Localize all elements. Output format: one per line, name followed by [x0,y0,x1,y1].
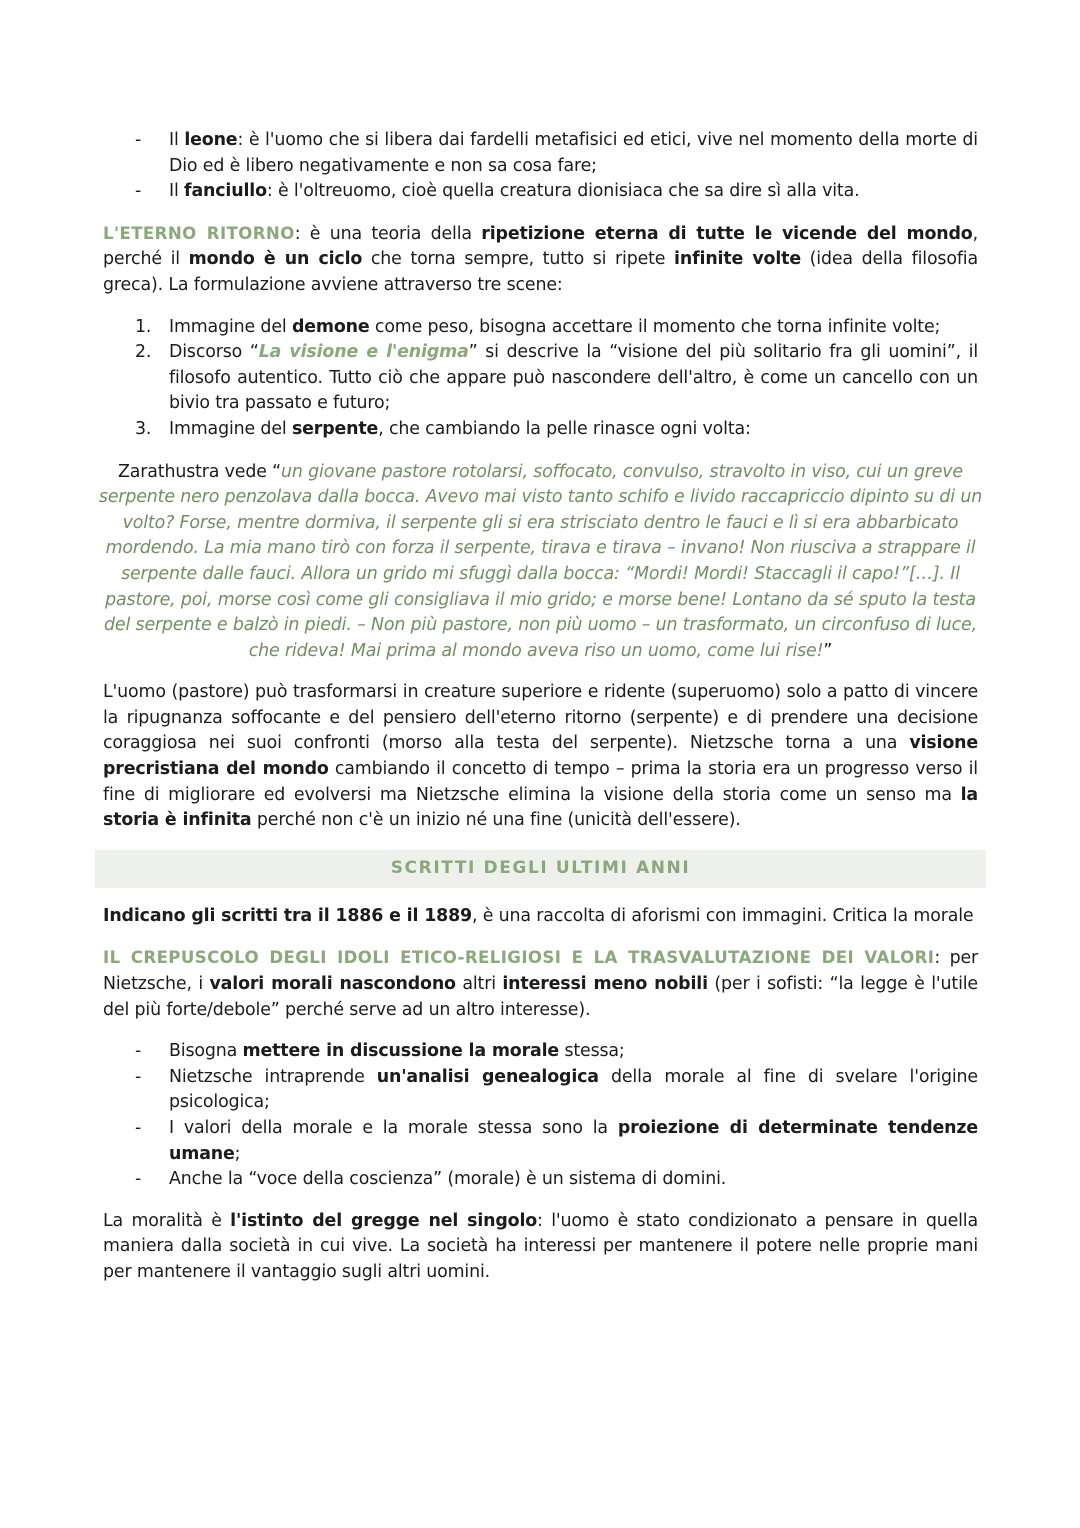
list-item: - Il leone: è l'uomo che si libera dai fardelli metafisici ed etici, vive nel momento della morte di Dio ed è libero negativamente e non sa cosa fare; [103,128,978,179]
section-heading-crepuscolo: IL CREPUSCOLO DEGLI IDOLI ETICO-RELIGIOSI E LA TRASVALUTAZIONE DEI VALORI [103,948,935,968]
section-title: SCRITTI DEGLI ULTIMI ANNI [390,858,691,879]
list-item: 3. Immagine del serpente, che cambiando la pelle rinasce ogni volta: [135,418,751,439]
page-content [98,128,983,1286]
list-item: - Anche la “voce della coscienza” (morale) è un sistema di domini. [103,1167,978,1193]
paragraph-superuomo: L'uomo (pastore) può trasformarsi in creature superiore e ridente (superuomo) solo a patto di vincere la ripugnanza soffocante e del pensiero dell'eterno ritorno (serpente) e di prendere una decisione coraggiosa nei suoi confronti (morso alla testa del serpente). Nietzsche torna a una visione precristiana del mondo cambiando il concetto di tempo – prima la storia era un progresso verso il fine di migliorare ed evolversi ma Nietzsche elimina la visione della storia come un senso ma la storia è infinita perché non c'è un inizio né una fine (unicità dell'essere). [103,682,978,831]
section-heading-eterno-ritorno: L'ETERNO RITORNO [103,223,295,243]
list-item: - Il fanciullo: è l'oltreuomo, cioè quella creatura dionisiaca che sa dire sì alla vita. [103,179,978,205]
paragraph-moralita: La moralità è l'istinto del gregge nel singolo: l'uomo è stato condizionato a pensare in quella maniera dalla società in cui vive. La società ha interessi per mantenere il potere nelle proprie mani per mantenere il vantaggio sugli altri uomini. [103,1210,978,1282]
paragraph-crepuscolo: IL CREPUSCOLO DEGLI IDOLI ETICO-RELIGIOSI E LA TRASVALUTAZIONE DEI VALORI: per Nietzsche, i valori morali nascondono altri interessi meno nobili (per i sofisti: “la legge è l'utile del più forte/debole” perché serve ad un altro interesse). [103,948,979,1020]
list-item: 1. Immagine del demone come peso, bisogna accettare il momento che torna infinite volte; [135,316,941,337]
section-header-band [95,850,986,888]
bullet-list-top [103,128,978,205]
paragraph-scritti: Indicano gli scritti tra il 1886 e il 1889, è una raccolta di aforismi con immagini. Critica la morale [103,905,974,926]
term-leone: leone [184,130,238,150]
term-fanciullo: fanciullo [184,181,267,202]
paragraph-eterno-ritorno: L'ETERNO RITORNO: è una teoria della ripetizione eterna di tutte le vicende del mondo, perché il mondo è un ciclo che torna sempre, tutto si ripete infinite volte (idea della filosofia greca). La formulazione avviene attraverso tre scene: [103,223,978,295]
list-item: 2. Discorso “La visione e l'enigma” si descrive la “visione del più solitario fra gli uomini”, il filosofo autentico. Tutto ciò che appare può nascondere dell'altro, è come un cancello con un bivio tra passato e futuro; [135,342,978,414]
bullet-list-morale [103,1039,978,1193]
list-item: - I valori della morale e la morale stessa sono la proiezione di determinate tendenze umane; [103,1116,978,1167]
list-item: - Nietzsche intraprende un'analisi genealogica della morale al fine di svelare l'origine psicologica; [103,1065,978,1116]
numbered-list-scenes [103,315,978,443]
zarathustra-quote: Zarathustra vede “un giovane pastore rotolarsi, soffocato, convulso, stravolto in viso, cui un greve serpente nero penzolava dalla bocca. Avevo mai visto tanto schifo e livido raccapriccio dipinto su di un volto? Forse, mentre dormiva, il serpente gli si era strisciato dentro le fauci e lì si era abbarbicato mordendo. La mia mano tirò con forza il serpente, tirava e tirava – invano! Non riusciva a strappare il serpente dalle fauci. Allora un grido mi sfuggì dalla bocca: “Mordi! Mordi! Staccagli il capo!”[…]. Il pastore, poi, morse così come gli consigliava il mio grido; e morse bene! Lontano da sé sputo la testa del serpente e balzò in piedi. – Non più pastore, non più uomo – un trasformato, un circonfuso di luce, che rideva! Mai prima al mondo aveva riso un uomo, come lui rise!” [98,461,983,661]
list-item: - Bisogna mettere in discussione la morale stessa; [103,1039,978,1065]
work-title: La visione e l'enigma [258,342,469,363]
